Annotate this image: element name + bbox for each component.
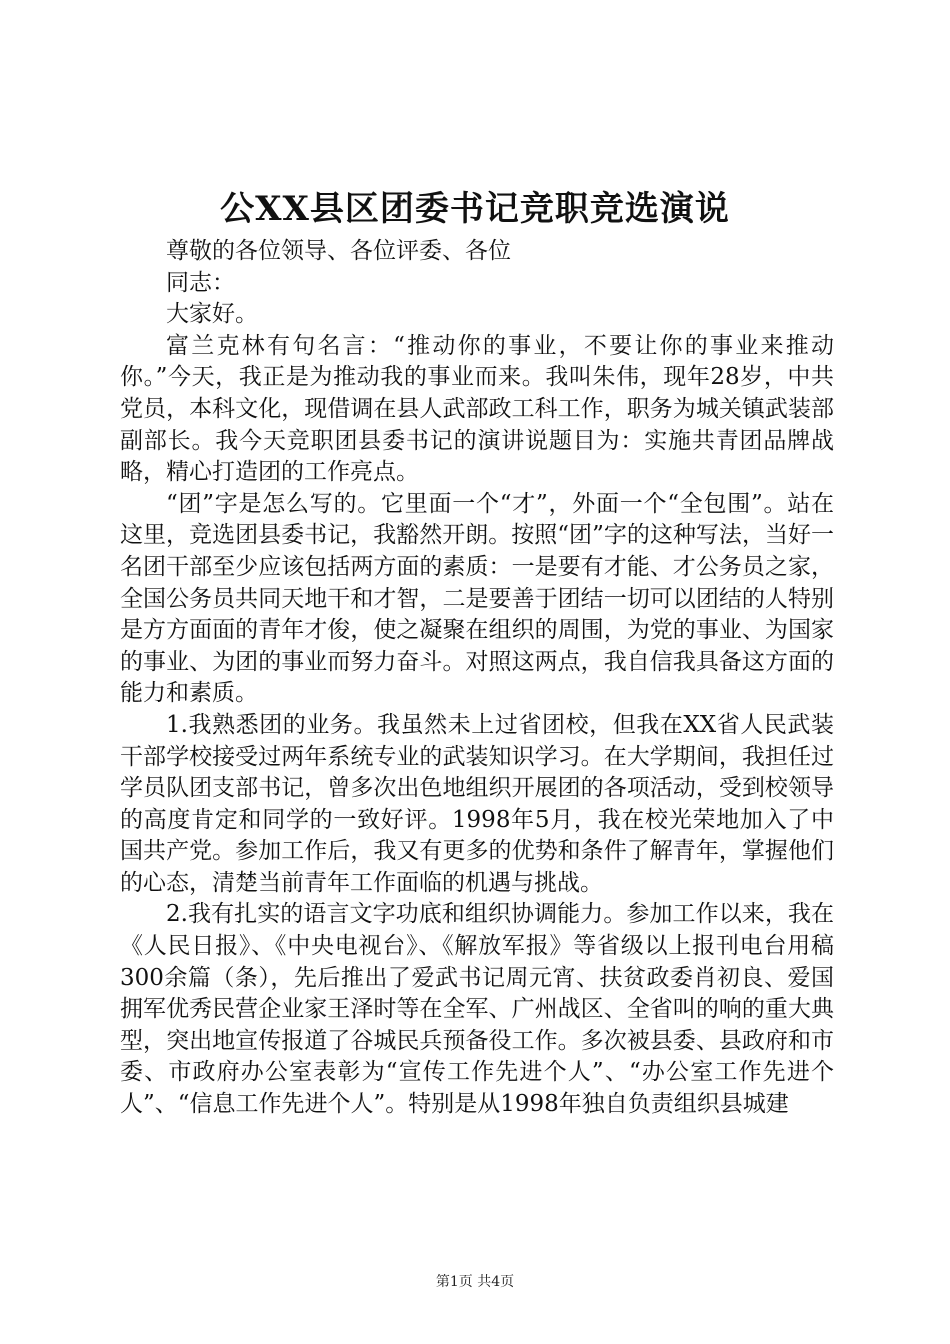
body-paragraph: “团”字是怎么写的。它里面一个“才”，外面一个“全包围”。站在这里，竞选团县委书记，我豁然开朗。按照“团”字的这种写法，当好一名团干部至少应该包括两方面的素质：一是要有才能、才公务员之家，全国公务员共同天地干和才智，二是要善于团结一切可以团结的人特别是方方面面的青年才俊，使之凝聚在组织的周围，为党的事业、为国家的事业、为团的事业而努力奋斗。对照这两点，我自信我具备这方面的能力和素质。 bbox=[120, 490, 834, 707]
salutation-line: 尊敬的各位领导、各位评委、各位 bbox=[166, 238, 511, 264]
document-body bbox=[120, 236, 834, 1121]
body-paragraph: 1.我熟悉团的业务。我虽然未上过省团校，但我在XX省人民武装干部学校接受过两年系统专业的武装知识学习。在大学期间，我担任过学员队团支部书记，曾多次出色地组织开展团的各项活动，受到校领导的高度肯定和同学的一致好评。1998年5月，我在校光荣地加入了中国共产党。参加工作后，我又有更多的优势和条件了解青年，掌握他们的心态，清楚当前青年工作面临的机遇与挑战。 bbox=[120, 711, 834, 896]
document-title: 公XX县区团委书记竞职竞选演说 bbox=[220, 189, 730, 229]
body-paragraph: 2.我有扎实的语言文字功底和组织协调能力。参加工作以来，我在《人民日报》、《中央电视台》、《解放军报》等省级以上报刊电台用稿300余篇（条），先后推出了爱武书记周元宵、扶贫政委肖初良、爱国拥军优秀民营企业家王泽时等在全军、广州战区、全省叫的响的重大典型，突出地宣传报道了谷城民兵预备役工作。多次被县委、县政府和市委、市政府办公室表彰为“宣传工作先进个人”、“办公室工作先进个人”、“信息工作先进个人”。特别是从1998年独自负责组织县城建 bbox=[120, 901, 834, 1118]
greeting-line: 大家好。 bbox=[166, 301, 258, 328]
salutation-line: 同志： bbox=[166, 269, 235, 296]
body-paragraph: 富兰克林有句名言：“推动你的事业，不要让你的事业来推动你。”今天，我正是为推动我的事业而来。我叫朱伟，现年28岁，中共党员，本科文化，现借调在县人武部政工科工作，职务为城关镇武装部副部长。我今天竞职团县委书记的演讲说题目为：实施共青团品牌战略，精心打造团的工作亮点。 bbox=[120, 332, 834, 486]
page-number-footer: 第1页 共4页 bbox=[435, 1274, 515, 1290]
